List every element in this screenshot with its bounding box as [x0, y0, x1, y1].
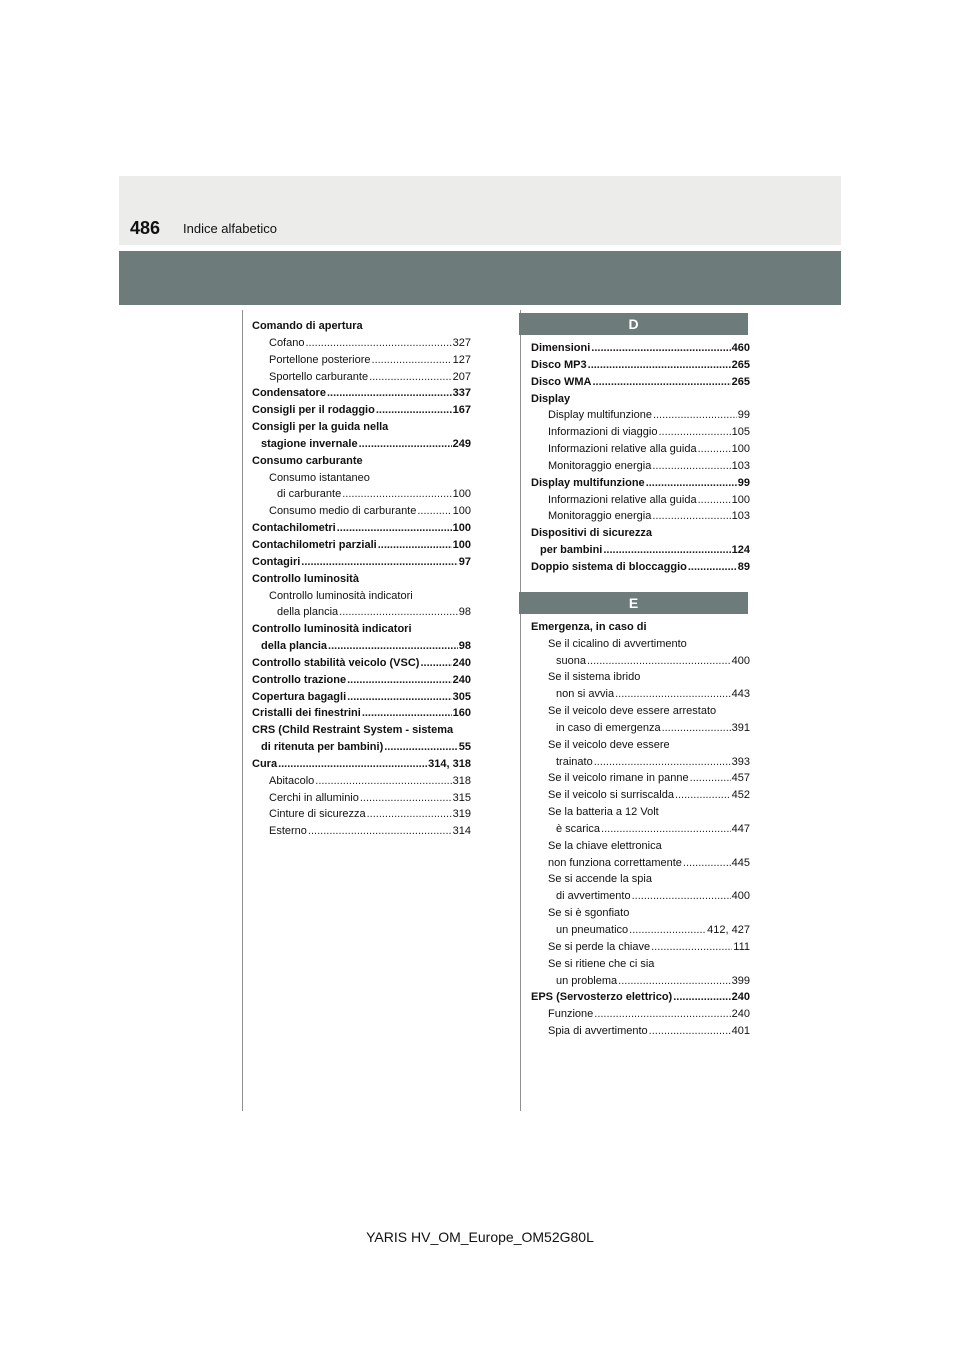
dot-leader: [359, 436, 452, 453]
dot-leader: [698, 441, 731, 458]
index-entry-text: Contagiri: [252, 555, 301, 568]
dot-leader: [594, 1006, 730, 1023]
index-entry-text: della plancia: [261, 640, 328, 653]
index-entry: [531, 1006, 750, 1023]
index-entry-page: 315: [452, 791, 471, 804]
dot-leader: [673, 989, 730, 1006]
index-entry-text: non si avvia: [556, 688, 615, 701]
index-entry-text: per bambini: [540, 544, 603, 557]
index-entry-page: 400: [731, 654, 750, 667]
index-entry: [252, 503, 471, 520]
dot-leader: [652, 458, 730, 475]
index-entry-text: Cerchi in alluminio: [269, 791, 359, 804]
index-entry: [252, 790, 471, 807]
index-entry-text: un problema: [556, 974, 618, 987]
index-entry: [531, 737, 750, 754]
index-entry: [531, 424, 750, 441]
dot-leader: [629, 922, 706, 939]
index-entry: [531, 669, 750, 686]
index-entry-page: 391: [731, 721, 750, 734]
index-entry-text: Se il veicolo si surriscalda: [548, 789, 674, 802]
dot-leader: [308, 823, 452, 840]
index-entry-page: 445: [731, 856, 750, 869]
dot-leader: [362, 705, 452, 722]
index-entry-text: Controllo trazione: [252, 673, 347, 686]
index-entry-text: Cinture di sicurezza: [269, 808, 366, 821]
index-entry-text: Se il veicolo rimane in panne: [548, 772, 689, 785]
index-entry-text: Controllo luminosità indicatori: [269, 589, 413, 602]
dot-leader: [588, 357, 731, 374]
index-entry-page: 249: [452, 437, 471, 450]
index-entry: [531, 703, 750, 720]
index-entry-text: Sportello carburante: [269, 370, 369, 383]
index-entry-page: 319: [452, 808, 471, 821]
index-entry: [531, 653, 750, 670]
index-entry-text: di ritenuta per bambini): [261, 741, 384, 754]
index-entry-page: 240: [731, 991, 750, 1004]
index-entry-text: della plancia: [277, 606, 339, 619]
index-entry-text: Se si è sgonfiato: [548, 907, 630, 920]
dot-leader: [615, 686, 731, 703]
index-entry-page: 100: [452, 488, 471, 501]
index-entry: [531, 855, 750, 872]
dot-leader: [618, 973, 730, 990]
index-entry-page: 240: [731, 1008, 750, 1021]
index-entry: [252, 453, 471, 470]
left-index-column: [252, 318, 471, 840]
center-column-divider: [520, 310, 521, 1111]
index-entry: [531, 391, 750, 408]
index-entry: [531, 407, 750, 424]
index-entry: [252, 571, 471, 588]
index-entry-text: Se il veicolo deve essere arrestato: [548, 705, 717, 718]
index-entry-page: 327: [452, 336, 471, 349]
index-entry: [531, 770, 750, 787]
dot-leader: [646, 475, 737, 492]
index-entry-text: Display multifunzione: [548, 409, 652, 422]
index-entry-page: 55: [458, 741, 471, 754]
index-entry-text: Emergenza, in caso di: [531, 620, 647, 633]
index-entry: [531, 720, 750, 737]
index-entry: [252, 739, 471, 756]
dot-leader: [372, 352, 452, 369]
index-entry-page: 98: [458, 640, 471, 653]
index-entry: [531, 787, 750, 804]
index-entry-page: 457: [731, 772, 750, 785]
dot-leader: [601, 821, 731, 838]
dot-leader: [339, 604, 458, 621]
index-entry-text: Disco WMA: [531, 375, 592, 388]
dot-leader: [315, 773, 451, 790]
index-entry: [531, 888, 750, 905]
index-entry: [252, 655, 471, 672]
index-entry-page: 167: [452, 404, 471, 417]
index-entry-text: Consumo istantaneo: [269, 471, 370, 484]
index-entry-page: 401: [731, 1025, 750, 1038]
dot-leader: [675, 787, 731, 804]
dot-leader: [420, 655, 451, 672]
index-entry-text: Contachilometri: [252, 522, 336, 535]
index-entry-text: Se il sistema ibrido: [548, 671, 641, 684]
index-entry-text: Informazioni relative alla guida: [548, 443, 697, 456]
index-entry-text: Se la batteria a 12 Volt: [548, 806, 659, 819]
index-entry-text: Contachilometri parziali: [252, 538, 377, 551]
index-entry: [252, 672, 471, 689]
section-title: Indice alfabetico: [183, 221, 277, 236]
index-entry-text: Consumo carburante: [252, 454, 363, 467]
index-entry: [531, 508, 750, 525]
dot-leader: [417, 503, 451, 520]
dot-leader: [347, 672, 452, 689]
index-entry: [252, 722, 471, 739]
index-entry-text: Monitoraggio energia: [548, 510, 652, 523]
document-footer: YARIS HV_OM_Europe_OM52G80L: [366, 1229, 594, 1245]
page-number: 486: [130, 218, 161, 238]
dot-leader: [632, 888, 731, 905]
letter-section-header: D: [519, 313, 748, 335]
dot-leader: [328, 638, 458, 655]
dot-leader: [278, 756, 427, 773]
index-entry-text: stagione invernale: [261, 437, 358, 450]
dot-leader: [587, 653, 731, 670]
index-entry: [252, 806, 471, 823]
index-entry-page: 447: [731, 822, 750, 835]
index-entry: [531, 559, 750, 576]
index-entry-text: Controllo stabilità veicolo (VSC): [252, 656, 420, 669]
index-entry: [531, 636, 750, 653]
index-entry-text: Portellone posteriore: [269, 353, 371, 366]
dot-leader: [347, 689, 452, 706]
dot-leader: [360, 790, 452, 807]
index-entry: [252, 335, 471, 352]
index-entry-text: trainato: [556, 755, 593, 768]
left-column-divider: [242, 310, 243, 1111]
index-entry-text: Copertura bagagli: [252, 690, 347, 703]
index-entry-text: Se si ritiene che ci sia: [548, 957, 655, 970]
index-entry-text: non funziona correttamente: [548, 856, 682, 869]
dot-leader: [305, 335, 451, 352]
index-entry-page: 99: [737, 409, 750, 422]
index-entry: [531, 905, 750, 922]
index-entry-page: 124: [731, 544, 750, 557]
index-entry-page: 314, 318: [428, 757, 471, 770]
index-entry-text: Doppio sistema di bloccaggio: [531, 560, 687, 573]
dot-leader: [651, 939, 732, 956]
dot-leader: [658, 424, 730, 441]
index-entry-page: 240: [452, 656, 471, 669]
index-entry-text: Se il cicalino di avvertimento: [548, 637, 687, 650]
index-entry-page: 265: [731, 358, 750, 371]
index-entry: [531, 922, 750, 939]
index-entry: [531, 1023, 750, 1040]
index-entry: [252, 385, 471, 402]
index-entry: [252, 588, 471, 605]
index-entry: [531, 340, 750, 357]
index-entry-page: 318: [452, 774, 471, 787]
index-entry-text: Controllo luminosità indicatori: [252, 623, 412, 636]
index-entry-text: Consumo medio di carburante: [269, 505, 417, 518]
letter-section-header: E: [519, 592, 748, 614]
index-entry: [531, 492, 750, 509]
index-entry-page: 111: [733, 940, 750, 953]
index-entry-text: Cristalli dei finestrini: [252, 707, 361, 720]
index-entry: [252, 520, 471, 537]
index-entry-text: suona: [556, 654, 586, 667]
index-entry-text: Se il veicolo deve essere: [548, 738, 670, 751]
index-entry: [531, 838, 750, 855]
index-entry: [531, 475, 750, 492]
index-entry-page: 412, 427: [707, 924, 750, 936]
index-entry-text: Disco MP3: [531, 358, 587, 371]
index-entry-text: Dimensioni: [531, 342, 591, 354]
index-entry: [252, 537, 471, 554]
index-entry-text: Display multifunzione: [531, 476, 645, 489]
index-entry-text: di avvertimento: [556, 890, 631, 903]
index-entry-text: Cofano: [269, 336, 305, 349]
index-entry-page: 265: [731, 375, 750, 388]
index-entry-text: Consigli per il rodaggio: [252, 404, 375, 417]
dot-leader: [603, 542, 730, 559]
index-entry: [252, 689, 471, 706]
index-entry: [252, 470, 471, 487]
dot-leader: [662, 720, 731, 737]
dot-leader: [683, 855, 731, 872]
index-entry-page: 460: [731, 342, 750, 354]
dot-leader: [591, 340, 730, 357]
index-entry-page: 443: [731, 688, 750, 701]
index-entry: [531, 441, 750, 458]
index-entry-page: 393: [731, 755, 750, 768]
dot-leader: [593, 374, 731, 391]
dot-leader: [301, 554, 457, 571]
index-entry: [531, 525, 750, 542]
index-entry: [252, 621, 471, 638]
dot-leader: [652, 508, 730, 525]
index-entry-page: 99: [737, 476, 750, 489]
index-entry-text: è scarica: [556, 822, 601, 835]
index-entry-text: EPS (Servosterzo elettrico): [531, 991, 673, 1004]
index-entry: [531, 973, 750, 990]
index-entry: [531, 804, 750, 821]
index-entry: [531, 956, 750, 973]
index-entry-page: 103: [731, 459, 750, 472]
index-entry: [531, 619, 750, 636]
index-entry-text: Se la chiave elettronica: [548, 839, 662, 852]
index-entry-page: 89: [737, 560, 750, 573]
index-entry: [252, 402, 471, 419]
index-entry: [531, 686, 750, 703]
index-entry: [252, 756, 471, 773]
index-entry-page: 100: [452, 505, 471, 518]
index-entry-text: un pneumatico: [556, 924, 629, 936]
index-entry-text: Controllo luminosità: [252, 572, 359, 585]
index-entry: [252, 369, 471, 386]
index-entry-page: 160: [452, 707, 471, 720]
index-entry-page: 400: [731, 890, 750, 903]
index-entry: [252, 352, 471, 369]
index-entry-page: 399: [731, 974, 750, 987]
index-entry: [252, 604, 471, 621]
index-entry: [531, 989, 750, 1006]
index-entry-text: Monitoraggio energia: [548, 459, 652, 472]
index-entry-text: Comando di apertura: [252, 320, 363, 332]
index-entry-page: 97: [458, 555, 471, 568]
right-index-column: [531, 313, 750, 1040]
index-entry: [252, 638, 471, 655]
index-entry-text: Se si perde la chiave: [548, 940, 651, 953]
index-entry-page: 240: [452, 673, 471, 686]
index-entry-text: Display: [531, 392, 571, 405]
index-entry-page: 100: [731, 443, 750, 456]
index-entry: [531, 458, 750, 475]
index-entry-page: 100: [452, 538, 471, 551]
dot-leader: [327, 385, 452, 402]
index-entry: [252, 486, 471, 503]
index-entry-text: in caso di emergenza: [556, 721, 661, 734]
index-entry: [531, 357, 750, 374]
index-entry-page: 105: [731, 426, 750, 439]
index-entry-text: di carburante: [277, 488, 342, 501]
index-entry: [531, 871, 750, 888]
index-entry: [531, 374, 750, 391]
index-entry: [531, 939, 750, 956]
index-entry: [531, 754, 750, 771]
dot-leader: [376, 402, 452, 419]
dot-leader: [649, 1023, 731, 1040]
index-entry-text: CRS (Child Restraint System - sistema: [252, 724, 454, 737]
dot-leader: [688, 559, 737, 576]
dot-leader: [698, 492, 731, 509]
index-entry-page: 337: [452, 387, 471, 400]
index-entry-page: 100: [731, 493, 750, 506]
header-bar: [119, 251, 841, 305]
index-entry-page: 127: [452, 353, 471, 366]
index-entry-text: Consigli per la guida nella: [252, 421, 389, 434]
index-entry-text: Esterno: [269, 825, 307, 838]
index-entry-text: Condensatore: [252, 387, 326, 400]
index-entry: [252, 554, 471, 571]
index-entry-page: 452: [731, 789, 750, 802]
index-entry-text: Cura: [252, 757, 278, 770]
index-entry-text: Spia di avvertimento: [548, 1025, 648, 1038]
dot-leader: [653, 407, 737, 424]
index-entry: [252, 318, 471, 335]
index-entry: [252, 419, 471, 436]
index-entry-text: Informazioni relative alla guida: [548, 493, 697, 506]
dot-leader: [384, 739, 458, 756]
dot-leader: [342, 486, 451, 503]
dot-leader: [594, 754, 731, 771]
index-entry: [252, 436, 471, 453]
index-entry-page: 103: [731, 510, 750, 523]
index-entry: [252, 705, 471, 722]
index-entry-page: 314: [452, 825, 471, 838]
index-entry-text: Funzione: [548, 1008, 594, 1021]
dot-leader: [337, 520, 452, 537]
index-entry-page: 207: [452, 370, 471, 383]
index-entry-text: Informazioni di viaggio: [548, 426, 658, 439]
index-entry-page: 100: [452, 522, 471, 535]
dot-leader: [367, 806, 452, 823]
dot-leader: [378, 537, 452, 554]
index-entry: [531, 821, 750, 838]
dot-leader: [690, 770, 731, 787]
index-entry-page: 98: [458, 606, 471, 619]
index-entry: [252, 773, 471, 790]
index-entry: [252, 823, 471, 840]
dot-leader: [369, 369, 452, 386]
index-entry-text: Dispositivi di sicurezza: [531, 527, 653, 540]
index-entry-page: 305: [452, 690, 471, 703]
index-entry-text: Abitacolo: [269, 774, 315, 787]
index-entry-text: Se si accende la spia: [548, 873, 652, 886]
index-entry: [531, 542, 750, 559]
